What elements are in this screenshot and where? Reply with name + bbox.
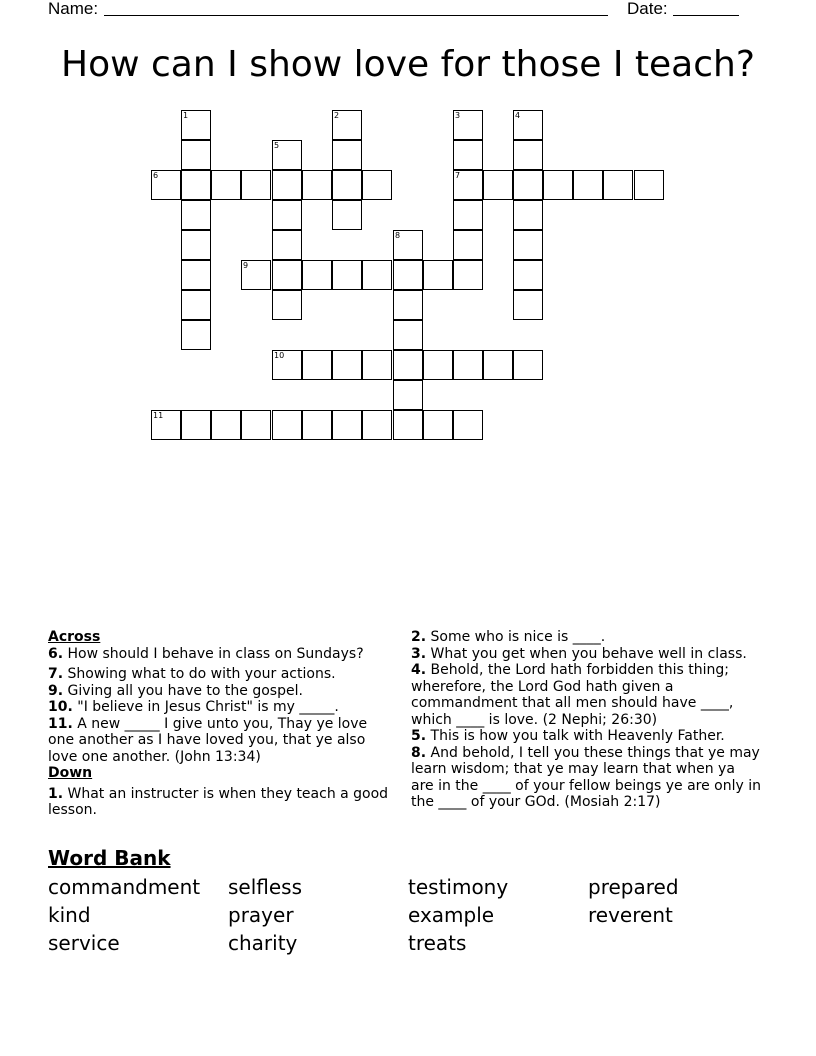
clues-right-column — [411, 629, 761, 811]
word-bank-item: example — [408, 903, 495, 927]
clue-number-7: 7 — [455, 171, 461, 180]
grid-cell[interactable] — [302, 260, 332, 290]
grid-cell[interactable] — [181, 410, 211, 440]
grid-cell[interactable] — [393, 290, 423, 320]
clue-text: Showing what to do with your actions. — [67, 666, 336, 682]
clue-num: 8. — [411, 744, 427, 761]
grid-cell[interactable] — [634, 170, 664, 200]
grid-cell[interactable] — [302, 350, 332, 380]
grid-cell[interactable] — [241, 170, 271, 200]
word-bank-item: charity — [228, 931, 298, 955]
down-clue-4 — [411, 662, 761, 728]
clue-number-3: 3 — [455, 111, 461, 120]
grid-cell[interactable] — [181, 200, 211, 230]
down-clue-8 — [411, 745, 761, 811]
clue-num: 9. — [48, 682, 64, 699]
clue-num: 2. — [411, 629, 427, 645]
clue-num: 10. — [48, 699, 73, 715]
clue-text: What an instructer is when they teach a good lesson. — [48, 785, 389, 818]
word-bank-item: service — [48, 931, 120, 955]
grid-cell-4-down[interactable] — [513, 110, 543, 140]
down-heading: Down — [48, 765, 93, 781]
grid-cell[interactable] — [302, 410, 332, 440]
grid-cell[interactable] — [513, 140, 543, 170]
across-clue-10 — [48, 699, 393, 716]
grid-cell[interactable] — [423, 410, 453, 440]
grid-cell[interactable] — [332, 410, 362, 440]
clue-num: 3. — [411, 645, 427, 662]
grid-cell[interactable] — [513, 170, 543, 200]
down-clue-1 — [48, 786, 393, 819]
grid-cell[interactable] — [453, 200, 483, 230]
clue-text: A new _____ I give unto you, Thay ye love one another as I have loved you, that ye also love one another. (John 13:34) — [48, 715, 368, 765]
word-bank-item: treats — [408, 931, 467, 955]
grid-cell[interactable] — [393, 320, 423, 350]
grid-cell[interactable] — [362, 260, 392, 290]
grid-cell[interactable] — [453, 410, 483, 440]
clue-text: Giving all you have to the gospel. — [67, 682, 303, 699]
down-clue-5 — [411, 728, 761, 745]
clue-number-1: 1 — [183, 111, 189, 120]
page-title: How can I show love for those I teach? — [61, 44, 755, 85]
grid-cell[interactable] — [513, 350, 543, 380]
grid-cell[interactable] — [483, 350, 513, 380]
across-clue-11 — [48, 716, 393, 766]
grid-cell[interactable] — [423, 260, 453, 290]
across-clue-6 — [48, 646, 393, 663]
grid-cell[interactable] — [362, 410, 392, 440]
clue-number-6: 6 — [153, 171, 159, 180]
grid-cell[interactable] — [332, 260, 362, 290]
grid-cell[interactable] — [393, 380, 423, 410]
grid-cell[interactable] — [332, 200, 362, 230]
grid-cell[interactable] — [181, 260, 211, 290]
crossword-grid — [0, 0, 816, 460]
grid-cell-1-down[interactable] — [181, 110, 211, 140]
clue-number-11: 11 — [153, 411, 164, 420]
grid-cell-9-across[interactable] — [241, 260, 271, 290]
grid-cell[interactable] — [393, 260, 423, 290]
grid-cell[interactable] — [181, 140, 211, 170]
grid-cell[interactable] — [272, 290, 302, 320]
grid-cell[interactable] — [453, 350, 483, 380]
clue-number-10: 10 — [274, 351, 285, 360]
across-clue-9 — [48, 683, 393, 700]
word-bank-title: Word Bank — [48, 846, 171, 870]
grid-cell[interactable] — [272, 200, 302, 230]
grid-cell[interactable] — [181, 290, 211, 320]
grid-cell[interactable] — [362, 350, 392, 380]
grid-cell[interactable] — [603, 170, 633, 200]
across-clue-7 — [48, 666, 393, 683]
grid-cell[interactable] — [513, 290, 543, 320]
down-clue-3 — [411, 646, 761, 663]
grid-cell[interactable] — [513, 230, 543, 260]
clue-num: 11. — [48, 715, 73, 732]
clue-number-4: 4 — [515, 111, 521, 120]
grid-cell[interactable] — [483, 170, 513, 200]
clue-num: 6. — [48, 645, 64, 662]
grid-cell[interactable] — [453, 260, 483, 290]
word-bank-item: selfless — [228, 875, 303, 899]
grid-cell[interactable] — [423, 350, 453, 380]
clue-num: 1. — [48, 785, 64, 802]
grid-cell[interactable] — [272, 170, 302, 200]
word-bank-item: commandment — [48, 875, 201, 899]
grid-cell[interactable] — [332, 350, 362, 380]
grid-cell[interactable] — [453, 230, 483, 260]
clue-number-2: 2 — [334, 111, 340, 120]
clue-num: 4. — [411, 662, 427, 678]
clue-num: 7. — [48, 666, 64, 682]
grid-cell[interactable] — [181, 320, 211, 350]
grid-cell[interactable] — [393, 350, 423, 380]
word-bank-item: prayer — [228, 903, 294, 927]
clues-left-column — [48, 629, 393, 819]
grid-cell[interactable] — [332, 170, 362, 200]
clue-text: This is how you talk with Heavenly Father. — [430, 728, 725, 744]
grid-cell-10-across[interactable] — [272, 350, 302, 380]
across-heading: Across — [48, 629, 101, 645]
date-label: Date: — [627, 0, 668, 18]
grid-cell[interactable] — [513, 200, 543, 230]
clue-text: And behold, I tell you these things that ye may learn wisdom; that ye may learn that when ya are in the ____ of your fellow beings ye are only in the ____ of your GOd. (Mosiah 2:17) — [411, 744, 761, 810]
grid-cell[interactable] — [302, 170, 332, 200]
clue-number-9: 9 — [243, 261, 249, 270]
grid-cell[interactable] — [272, 230, 302, 260]
grid-cell[interactable] — [272, 260, 302, 290]
clue-num: 5. — [411, 728, 427, 744]
word-bank-item: prepared — [588, 875, 679, 899]
grid-cell[interactable] — [241, 410, 271, 440]
grid-cell[interactable] — [362, 170, 392, 200]
grid-cell[interactable] — [513, 260, 543, 290]
grid-cell-7-across[interactable] — [453, 170, 483, 200]
grid-cell[interactable] — [181, 170, 211, 200]
grid-cell[interactable] — [543, 170, 573, 200]
grid-cell[interactable] — [211, 170, 241, 200]
down-clue-2 — [411, 629, 761, 646]
word-bank-item: kind — [48, 903, 91, 927]
clue-text: Behold, the Lord hath forbidden this thing; wherefore, the Lord God hath given a commandment that all men should have ____, which ____ is love. (2 Nephi; 26:30) — [411, 662, 734, 728]
grid-cell[interactable] — [181, 230, 211, 260]
grid-cell[interactable] — [573, 170, 603, 200]
grid-cell-2-down[interactable] — [332, 110, 362, 140]
clue-text: "I believe in Jesus Christ" is my _____. — [77, 699, 339, 715]
grid-cell[interactable] — [332, 140, 362, 170]
word-bank-item: reverent — [588, 903, 673, 927]
word-bank-item: testimony — [408, 875, 509, 899]
grid-cell-11-across[interactable] — [151, 410, 181, 440]
grid-cell[interactable] — [393, 410, 423, 440]
clue-text: Some who is nice is ____. — [430, 629, 606, 645]
clue-text: What you get when you behave well in class. — [430, 645, 747, 662]
grid-cell-3-down[interactable] — [453, 110, 483, 140]
grid-cell-8-down[interactable] — [393, 230, 423, 260]
grid-cell[interactable] — [272, 410, 302, 440]
clue-number-8: 8 — [395, 231, 401, 240]
word-bank — [48, 873, 768, 963]
name-label: Name: — [48, 0, 99, 18]
grid-cell[interactable] — [453, 140, 483, 170]
grid-cell-6-across[interactable] — [151, 170, 181, 200]
clue-text: How should I behave in class on Sundays? — [67, 645, 364, 662]
grid-cell[interactable] — [211, 410, 241, 440]
clue-number-5: 5 — [274, 141, 280, 150]
grid-cell-5-down[interactable] — [272, 140, 302, 170]
